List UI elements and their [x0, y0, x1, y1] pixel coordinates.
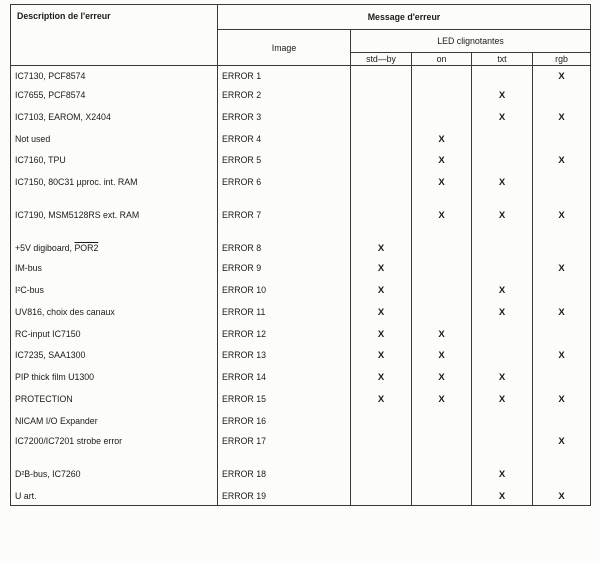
row-image-code: ERROR 4	[218, 129, 351, 150]
row-image-code: ERROR 13	[218, 345, 351, 367]
table-row	[11, 464, 591, 486]
row-description: +5V digiboard, POR2	[11, 238, 218, 258]
row-image-code: ERROR 2	[218, 85, 351, 107]
led-mark-cell: X	[472, 107, 533, 129]
row-image-code: ERROR 6	[218, 172, 351, 205]
led-mark-cell	[351, 172, 412, 205]
table-row	[11, 85, 591, 107]
header-description: Description de l'erreur	[11, 5, 218, 66]
led-mark-cell	[472, 258, 533, 280]
row-description: IC7200/IC7201 strobe error	[11, 431, 218, 464]
led-mark-cell	[412, 238, 472, 258]
led-mark-cell: X	[472, 464, 533, 486]
led-mark-cell	[412, 302, 472, 324]
led-mark-cell	[533, 172, 591, 205]
led-mark-cell	[472, 431, 533, 464]
row-image-code: ERROR 10	[218, 280, 351, 302]
header-led: LED clignotantes	[351, 30, 591, 53]
led-mark-cell	[412, 431, 472, 464]
row-image-code: ERROR 14	[218, 367, 351, 389]
led-mark-cell	[351, 129, 412, 150]
led-mark-cell: X	[472, 486, 533, 506]
row-description: U art.	[11, 486, 218, 506]
table-row	[11, 107, 591, 129]
row-description: IC7655, PCF8574	[11, 85, 218, 107]
led-mark-cell	[533, 464, 591, 486]
row-description: IC7103, EAROM, X2404	[11, 107, 218, 129]
led-mark-cell: X	[533, 389, 591, 411]
led-mark-cell	[533, 129, 591, 150]
table-row	[11, 150, 591, 172]
led-mark-cell: X	[412, 345, 472, 367]
led-mark-cell: X	[472, 367, 533, 389]
led-mark-cell: X	[533, 431, 591, 464]
row-image-code: ERROR 18	[218, 464, 351, 486]
table-row	[11, 280, 591, 302]
led-mark-cell: X	[472, 85, 533, 107]
table-row	[11, 389, 591, 411]
table-body	[11, 66, 591, 506]
row-image-code: ERROR 3	[218, 107, 351, 129]
led-mark-cell: X	[351, 302, 412, 324]
led-mark-cell	[472, 129, 533, 150]
table-row	[11, 238, 591, 258]
row-image-code: ERROR 5	[218, 150, 351, 172]
row-description: IM-bus	[11, 258, 218, 280]
header-col-rgb: rgb	[533, 53, 591, 66]
table-row	[11, 411, 591, 431]
led-mark-cell	[533, 324, 591, 345]
led-mark-cell	[533, 367, 591, 389]
led-mark-cell	[472, 324, 533, 345]
led-mark-cell: X	[533, 205, 591, 238]
table-row	[11, 345, 591, 367]
led-mark-cell: X	[351, 324, 412, 345]
led-mark-cell	[533, 411, 591, 431]
led-mark-cell: X	[412, 367, 472, 389]
led-mark-cell	[412, 280, 472, 302]
led-mark-cell: X	[412, 150, 472, 172]
led-mark-cell: X	[533, 258, 591, 280]
led-mark-cell	[351, 107, 412, 129]
led-mark-cell: X	[351, 238, 412, 258]
row-image-code: ERROR 8	[218, 238, 351, 258]
led-mark-cell: X	[472, 302, 533, 324]
led-mark-cell	[412, 107, 472, 129]
row-description: Not used	[11, 129, 218, 150]
led-mark-cell	[533, 238, 591, 258]
led-mark-cell	[472, 238, 533, 258]
led-mark-cell: X	[472, 280, 533, 302]
led-mark-cell: X	[533, 486, 591, 506]
led-mark-cell: X	[412, 389, 472, 411]
led-mark-cell	[472, 66, 533, 85]
error-table	[10, 4, 591, 506]
led-mark-cell	[351, 486, 412, 506]
row-description: IC7130, PCF8574	[11, 66, 218, 85]
table-row	[11, 205, 591, 238]
header-col-txt: txt	[472, 53, 533, 66]
row-description: IC7160, TPU	[11, 150, 218, 172]
led-mark-cell	[412, 66, 472, 85]
led-mark-cell	[472, 345, 533, 367]
led-mark-cell: X	[472, 172, 533, 205]
led-mark-cell	[412, 486, 472, 506]
row-image-code: ERROR 17	[218, 431, 351, 464]
led-mark-cell	[533, 85, 591, 107]
table-row	[11, 431, 591, 464]
led-mark-cell	[351, 85, 412, 107]
row-image-code: ERROR 7	[218, 205, 351, 238]
table-row	[11, 302, 591, 324]
table-row	[11, 258, 591, 280]
table-row	[11, 486, 591, 506]
header-col-std-by: std—by	[351, 53, 412, 66]
row-image-code: ERROR 9	[218, 258, 351, 280]
led-mark-cell	[412, 258, 472, 280]
row-image-code: ERROR 16	[218, 411, 351, 431]
led-mark-cell: X	[351, 367, 412, 389]
led-mark-cell: X	[472, 205, 533, 238]
led-mark-cell: X	[533, 345, 591, 367]
led-mark-cell: X	[351, 389, 412, 411]
led-mark-cell: X	[533, 150, 591, 172]
led-mark-cell	[351, 431, 412, 464]
row-image-code: ERROR 11	[218, 302, 351, 324]
led-mark-cell: X	[472, 389, 533, 411]
table-row	[11, 324, 591, 345]
row-description: NICAM I/O Expander	[11, 411, 218, 431]
led-mark-cell: X	[533, 302, 591, 324]
led-mark-cell: X	[412, 172, 472, 205]
header-col-on: on	[412, 53, 472, 66]
row-image-code: ERROR 15	[218, 389, 351, 411]
row-description: D²B-bus, IC7260	[11, 464, 218, 486]
row-image-code: ERROR 12	[218, 324, 351, 345]
led-mark-cell: X	[533, 107, 591, 129]
led-mark-cell: X	[351, 345, 412, 367]
row-description: PIP thick film U1300	[11, 367, 218, 389]
header-image: Image	[218, 30, 351, 66]
led-mark-cell	[351, 205, 412, 238]
led-mark-cell: X	[412, 205, 472, 238]
table-row	[11, 129, 591, 150]
led-mark-cell	[351, 150, 412, 172]
table-row	[11, 172, 591, 205]
led-mark-cell	[472, 150, 533, 172]
row-description: IC7150, 80C31 µproc. int. RAM	[11, 172, 218, 205]
row-image-code: ERROR 19	[218, 486, 351, 506]
led-mark-cell: X	[351, 258, 412, 280]
row-image-code: ERROR 1	[218, 66, 351, 85]
led-mark-cell: X	[533, 66, 591, 85]
table-row	[11, 367, 591, 389]
led-mark-cell	[351, 411, 412, 431]
led-mark-cell	[533, 280, 591, 302]
led-mark-cell: X	[412, 129, 472, 150]
header-message: Message d'erreur	[218, 5, 591, 30]
row-description: UV816, choix des canaux	[11, 302, 218, 324]
row-description: PROTECTION	[11, 389, 218, 411]
led-mark-cell	[412, 411, 472, 431]
led-mark-cell	[351, 66, 412, 85]
table-row	[11, 66, 591, 85]
led-mark-cell: X	[351, 280, 412, 302]
led-mark-cell	[412, 464, 472, 486]
row-description: IC7235, SAA1300	[11, 345, 218, 367]
row-description: RC-input IC7150	[11, 324, 218, 345]
led-mark-cell	[351, 464, 412, 486]
led-mark-cell	[412, 85, 472, 107]
led-mark-cell	[472, 411, 533, 431]
led-mark-cell: X	[412, 324, 472, 345]
row-description: IC7190, MSM5128RS ext. RAM	[11, 205, 218, 238]
row-description: I²C-bus	[11, 280, 218, 302]
